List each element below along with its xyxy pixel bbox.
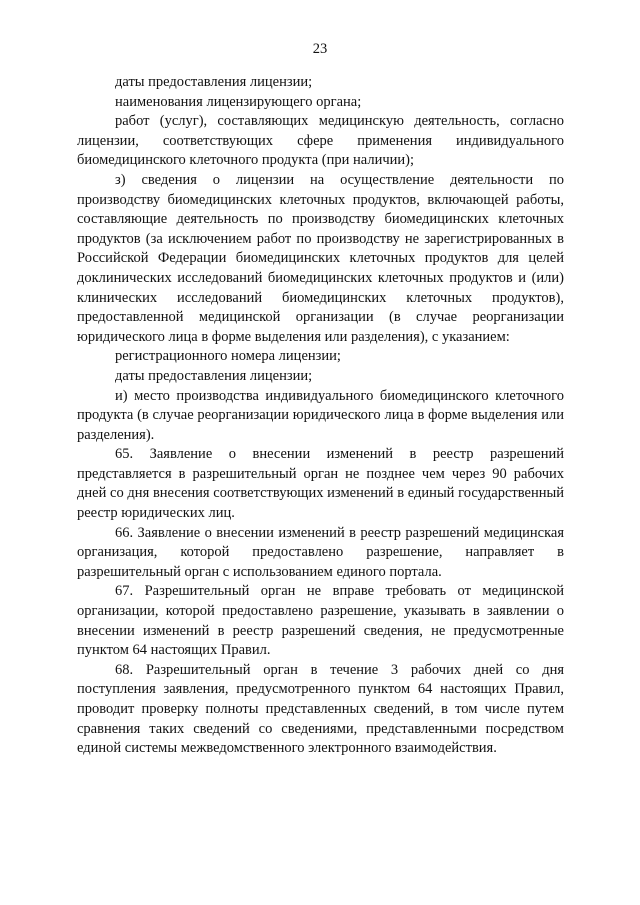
- page-number: 23: [312, 41, 328, 57]
- paragraph: наименования лицензирующего органа;: [115, 93, 362, 110]
- paragraph: 65. Заявление о внесении изменений в реестр разрешений представляется в разрешительный орган не позднее чем через 90 рабочих дней со дня внесения соответствующих изменений в единый государственный реестр юридических лиц.: [77, 446, 564, 522]
- paragraph: 66. Заявление о внесении изменений в реестр разрешений медицинская организация, которой предоставлено разрешение, направляет в разрешительный орган с использованием единого портала.: [77, 524, 564, 580]
- paragraph: работ (услуг), составляющих медицинскую деятельность, согласно лицензии, соответствующих сфере применения индивидуального биомедицинского клеточного продукта (при наличии);: [77, 113, 564, 169]
- paragraph: 68. Разрешительный орган в течение 3 рабочих дней со дня поступления заявления, предусмотренного пунктом 64 настоящих Правил, проводит проверку полноты представленных сведений, в том числе путем сравнения таких сведений со сведениями, представленными посредством единой системы межведомственного электронного взаимодействия.: [77, 661, 564, 757]
- paragraph: даты предоставления лицензии;: [115, 367, 313, 384]
- paragraph: даты предоставления лицензии;: [115, 74, 313, 90]
- paragraph: регистрационного номера лицензии;: [115, 348, 341, 365]
- paragraph: з) сведения о лицензии на осуществление деятельности по производству биомедицинских клеточных продуктов, включающей работы, составляющие деятельность по производству биомедицинских клеточных продуктов (за исключением работ по производству не зарегистрированных в Российской Федерации биомедицинских клеточных продуктов для целей доклинических исследований биомедицинских клеточных продуктов и (или) клинических исследований биомедицинских клеточных продуктов), предоставленной медицинской организации (в случае реорганизации юридического лица в форме выделения или разделения), с указанием:: [77, 171, 564, 345]
- paragraph: и) место производства индивидуального биомедицинского клеточного продукта (в случае реорганизации юридического лица в форме выделения или разделения).: [77, 387, 564, 443]
- paragraph: 67. Разрешительный орган не вправе требовать от медицинской организации, которой предоставлено разрешение, указывать в заявлении о внесении изменений в реестр разрешений сведения, не предусмотренные пунктом 64 настоящих Правил.: [77, 583, 564, 659]
- document-body: [77, 73, 564, 759]
